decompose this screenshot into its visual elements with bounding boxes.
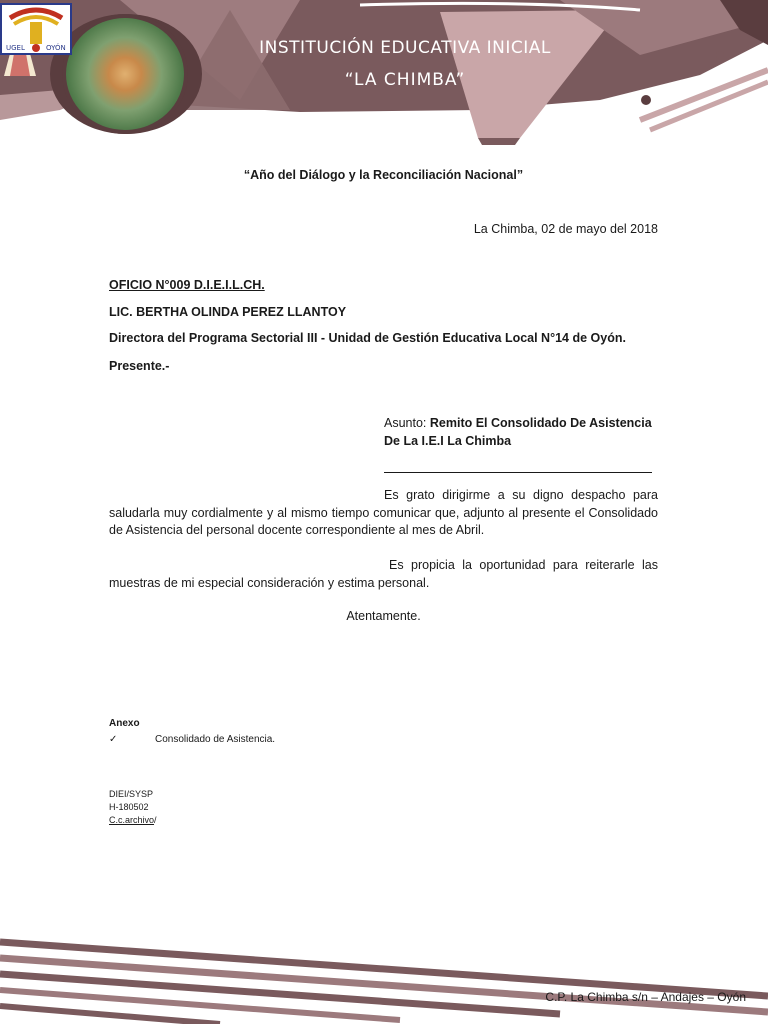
subject-text: Remito El Consolidado De Asistencia De La I.E.I La Chimba	[384, 416, 652, 448]
ref-copy	[109, 815, 157, 825]
recipient-name: LIC. BERTHA OLINDA PEREZ LLANTOY	[109, 305, 347, 319]
ugel-logo-text: UGEL	[6, 44, 25, 52]
patron-saint-medallion	[66, 18, 184, 130]
subject-divider	[384, 472, 652, 473]
paragraph-1-text: Es grato dirigirme a su digno despacho para saludarla muy cordialmente y al mismo tiempo comunicar que, adjunto al presente el Consolidado de Asistencia del personal docente correspondiente al mes de Abril.	[109, 488, 658, 537]
ref-copy-label: C.c.archivo	[109, 815, 155, 825]
ref-code: H-180502	[109, 802, 149, 812]
annex-item-label: Consolidado de Asistencia.	[155, 734, 276, 745]
closing-salutation: Atentamente.	[346, 609, 421, 623]
subject-label: Asunto:	[384, 416, 430, 430]
ugel-oyon-logo	[0, 0, 72, 56]
letter-date: La Chimba, 02 de mayo del 2018	[473, 222, 658, 236]
footer-stripes	[0, 930, 768, 1024]
institution-name: “LA CHIMBA”	[344, 70, 466, 90]
body-paragraph-2	[109, 557, 658, 592]
year-motto: “Año del Diálogo y la Reconciliación Nacional”	[243, 168, 524, 182]
checkmark-icon: ✓	[109, 734, 118, 745]
institution-title: INSTITUCIÓN EDUCATIVA INICIAL	[259, 38, 551, 58]
subject-block	[384, 414, 659, 450]
presente-greeting: Presente.-	[109, 359, 170, 373]
letter-reference: OFICIO N°009 D.I.E.I.L.CH.	[109, 278, 265, 292]
footer-address: C.P. La Chimba s/n – Andajes – Oyón	[545, 990, 746, 1004]
ref-copy-suffix: /	[154, 815, 157, 825]
ref-initials: DIEI/SYSP	[109, 789, 154, 799]
recipient-role: Directora del Programa Sectorial III - Unidad de Gestión Educativa Local N°14 de Oyón.	[109, 331, 626, 345]
body-paragraph-1	[109, 487, 658, 540]
annex-item	[109, 734, 275, 745]
oyon-logo-text: OYÓN	[46, 44, 66, 52]
paragraph-2-text: Es propicia la oportunidad para reiterarle las muestras de mi especial consideración y estima personal.	[109, 558, 658, 590]
annex-title: Anexo	[109, 718, 140, 729]
letterhead	[0, 0, 768, 160]
